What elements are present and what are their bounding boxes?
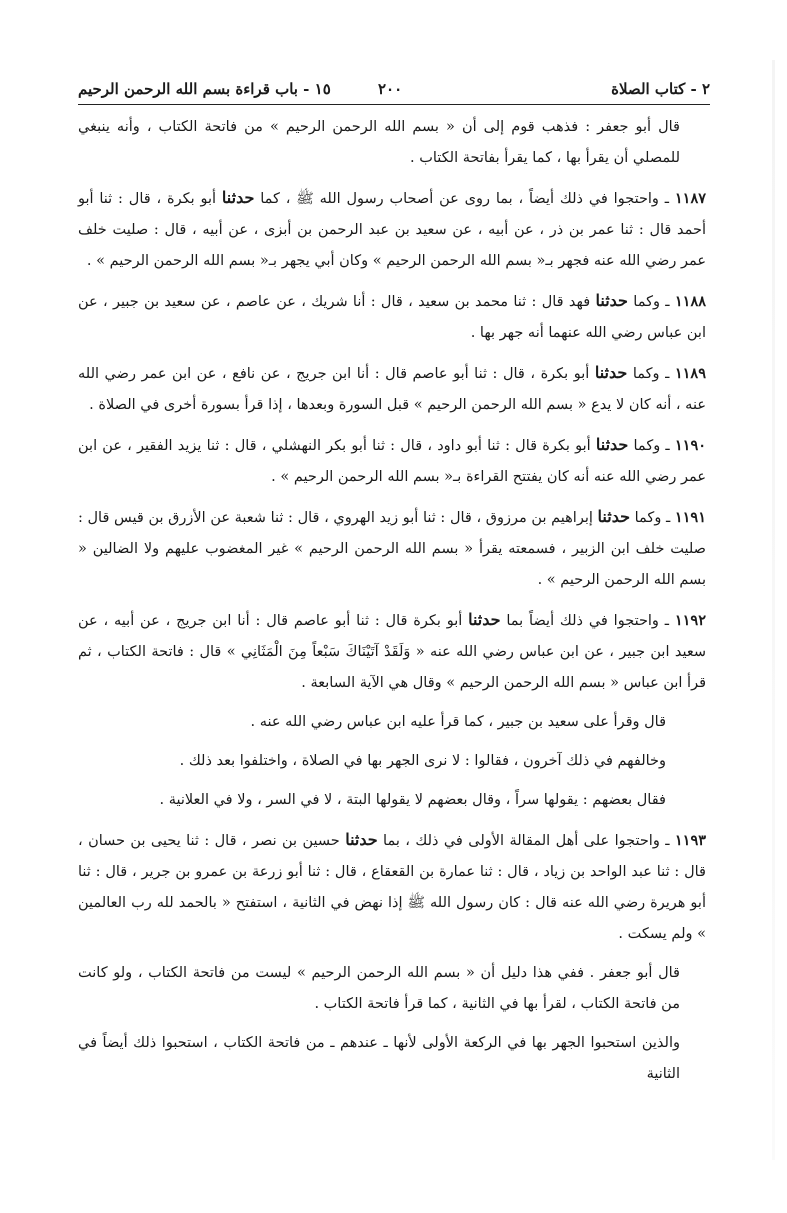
hadith-1191 bbox=[78, 501, 706, 596]
haddathana-word: حدثنا bbox=[594, 363, 628, 382]
hadith-number: ١١٨٨ bbox=[674, 293, 707, 310]
commentary-line bbox=[78, 707, 706, 738]
haddathana-word: حدثنا bbox=[595, 435, 629, 454]
hadith-lead: ـ واحتجوا في ذلك أيضاً بما bbox=[506, 613, 670, 629]
hadith-text: فهد قال : ثنا محمد بن سعيد ، قال : أنا شريك ، عن عاصم ، عن سعيد بن جبير ، عن ابن عباس رضي الله عنهما أنه جهر بها . bbox=[78, 294, 706, 341]
haddathana-word: حدثنا bbox=[345, 830, 378, 849]
haddathana-word: حدثنا bbox=[595, 291, 628, 310]
hadith-number: ١١٩٢ bbox=[674, 612, 706, 629]
hadith-1189 bbox=[78, 357, 706, 421]
haddathana-word: حدثنا bbox=[221, 188, 255, 207]
hadith-text: إبراهيم بن مرزوق ، قال : ثنا أبو زيد الهروي ، قال : ثنا شعبة عن الأزرق بن قيس قال : صليت خلف ابن الزبير ، فسمعته يقرأ « بسم الله الرحمن الرحيم » غير المغضوب عليهم ولا الضالين « بسم الله الرحمن الرحيم » . bbox=[78, 510, 706, 588]
hadith-number: ١١٩٣ bbox=[674, 832, 707, 849]
paragraph-intro bbox=[78, 112, 706, 174]
hadith-number: ١١٨٩ bbox=[674, 365, 706, 382]
hadith-lead: ـ واحتجوا في ذلك أيضاً ، بما روى عن أصحاب رسول الله ﷺ ، كما bbox=[260, 191, 670, 207]
hadith-1193 bbox=[78, 824, 706, 950]
section-title: ١٥ - باب قراءة بسم الله الرحمن الرحيم bbox=[78, 80, 331, 98]
hadith-text: حسين بن نصر ، قال : ثنا يحيى بن حسان ، قال : ثنا عبد الواحد بن زياد ، قال : ثنا عمارة بن القعقاع ، قال : ثنا أبو زرعة بن عمرو بن جرير ، قال : ثنا أبو هريرة رضي الله عنه قال : كان رسول الله ﷺ إذا نهض في الثانية ، استفتح « بالحمد لله رب العالمين » ولم يسكت . bbox=[78, 833, 706, 942]
hadith-lead: ـ وكما bbox=[632, 366, 670, 382]
scan-edge-shadow bbox=[772, 60, 775, 1160]
hadith-text: أبو بكرة ، قال : ثنا أبو أحمد قال : ثنا عمر بن ذر ، عن أبيه ، عن سعيد بن عبد الرحمن بن أبزى ، عن أبيه ، قال : صليت خلف عمر رضي الله عنه فجهر بـ« بسم الله الرحمن الرحيم » وكان أبي يجهر بـ« بسم الله الرحمن الرحيم » . bbox=[78, 191, 706, 269]
hadith-text: أبو بكرة ، قال : ثنا أبو عاصم قال : أنا ابن جريج ، عن نافع ، عن ابن عمر رضي الله عنه ، أنه كان لا يدع « بسم الله الرحمن الرحيم » قبل السورة وبعدها ، إذا قرأ بسورة أخرى في الصلاة . bbox=[78, 366, 706, 413]
header-divider bbox=[78, 104, 710, 105]
haddathana-word: حدثنا bbox=[597, 507, 630, 526]
closing-text: والذين استحبوا الجهر بها في الركعة الأولى لأنها ـ عندهم ـ من فاتحة الكتاب ، استحبوا ذلك أيضاً في الثانية bbox=[78, 1035, 680, 1082]
commentary-text: قال وقرأ على سعيد بن جبير ، كما قرأ عليه ابن عباس رضي الله عنه . bbox=[250, 714, 666, 730]
hadith-1190 bbox=[78, 429, 706, 493]
closing-paragraph bbox=[78, 958, 706, 1020]
closing-text: قال أبو جعفر . ففي هذا دليل أن « بسم الله الرحمن الرحيم » ليست من فاتحة الكتاب ، ولو كانت من فاتحة الكتاب ، لقرأ بها في الثانية ، كما قرأ فاتحة الكتاب . bbox=[78, 965, 680, 1012]
chapter-title: ٢ - كتاب الصلاة bbox=[611, 80, 710, 98]
running-header bbox=[78, 76, 710, 104]
hadith-number: ١١٩١ bbox=[674, 509, 707, 526]
commentary-line bbox=[78, 746, 706, 777]
page-number: ٢٠٠ bbox=[378, 80, 403, 98]
hadith-number: ١١٩٠ bbox=[674, 437, 707, 454]
hadith-text: أبو بكرة قال : ثنا أبو داود ، قال : ثنا أبو بكر النهشلي ، قال : ثنا يزيد الفقير ، عن ابن عمر رضي الله عنه أنه كان يفتتح القراءة بـ« بسم الله الرحمن الرحيم » . bbox=[78, 438, 706, 485]
page-body bbox=[78, 112, 706, 1090]
hadith-1188 bbox=[78, 285, 706, 349]
hadith-1192 bbox=[78, 604, 706, 699]
hadith-lead: ـ وكما bbox=[633, 438, 670, 454]
hadith-1187 bbox=[78, 182, 706, 277]
commentary-text: وخالفهم في ذلك آخرون ، فقالوا : لا نرى الجهر بها في الصلاة ، واختلفوا بعد ذلك . bbox=[179, 753, 666, 769]
hadith-lead: ـ واحتجوا على أهل المقالة الأولى في ذلك ، بما bbox=[383, 833, 670, 849]
paragraph-text: قال أبو جعفر : فذهب قوم إلى أن « بسم الله الرحمن الرحيم » من فاتحة الكتاب ، وأنه ينبغي للمصلي أن يقرأ بها ، كما يقرأ بفاتحة الكتاب . bbox=[78, 119, 680, 166]
hadith-lead: ـ وكما bbox=[633, 294, 670, 310]
commentary-line bbox=[78, 785, 706, 816]
hadith-number: ١١٨٧ bbox=[674, 190, 707, 207]
hadith-lead: ـ وكما bbox=[634, 510, 671, 526]
hadith-text: أبو بكرة قال : ثنا أبو عاصم قال : أنا ابن جريج ، عن أبيه ، عن سعيد ابن جبير ، عن ابن عباس رضي الله عنه « وَلَقَدْ آتَيْنَاكَ سَبْعاً مِنَ الْمَثَانِي » قال : فاتحة الكتاب ، ثم قرأ ابن عباس « بسم الله الرحمن الرحيم » وقال هي الآية السابعة . bbox=[78, 613, 706, 691]
commentary-text: فقال بعضهم : يقولها سراً ، وقال بعضهم لا يقولها البتة ، لا في السر ، ولا في العلانية . bbox=[159, 792, 666, 808]
haddathana-word: حدثنا bbox=[468, 610, 501, 629]
closing-paragraph bbox=[78, 1028, 706, 1090]
